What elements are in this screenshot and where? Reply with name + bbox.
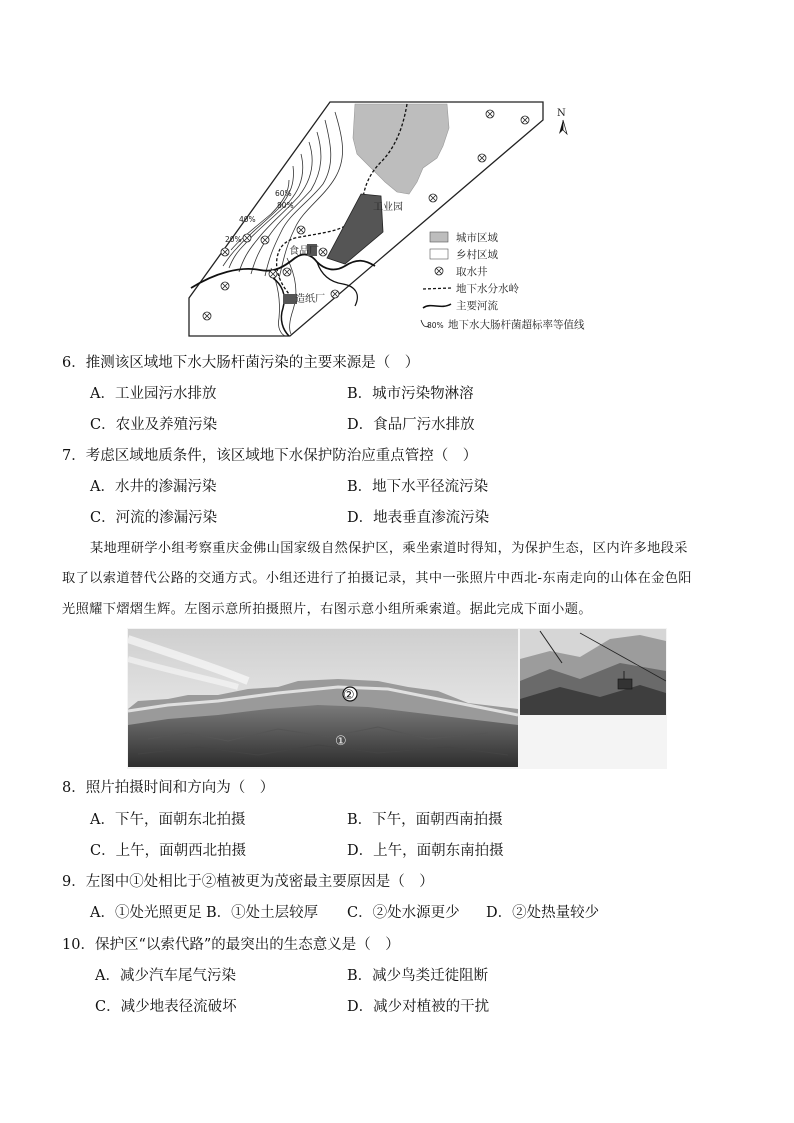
q9-option-a[interactable]: A．①处光照更足 xyxy=(90,905,202,921)
legend-well-icon xyxy=(435,267,443,275)
q8-option-b[interactable]: B．下午，面朝西南拍摄 xyxy=(347,812,503,828)
q8-option-d[interactable]: D．上午，面朝东南拍摄 xyxy=(347,843,504,859)
question-8-stem: 8．照片拍摄时间和方向为（ ） xyxy=(62,780,275,796)
legend-rural: 乡村区域 xyxy=(456,249,498,261)
legend-river: 主要河流 xyxy=(456,300,498,312)
label-paper-mill: 造纸厂 xyxy=(295,294,325,305)
label-iso-20: 20% xyxy=(225,235,242,244)
q7-option-c[interactable]: C．河流的渗漏污染 xyxy=(90,510,218,526)
label-iso-40: 40% xyxy=(239,215,256,224)
q6-option-c[interactable]: C．农业及养殖污染 xyxy=(90,417,218,433)
label-industrial-park: 工业园 xyxy=(373,202,403,213)
q8-option-a[interactable]: A．下午，面朝东北拍摄 xyxy=(90,812,246,828)
q10-option-d[interactable]: D．减少对植被的干扰 xyxy=(347,999,490,1015)
q7-option-a[interactable]: A．水井的渗漏污染 xyxy=(90,479,217,495)
label-iso-60: 60% xyxy=(275,189,292,198)
q7-option-d[interactable]: D．地表垂直渗流污染 xyxy=(347,510,490,526)
q6-option-d[interactable]: D．食品厂污水排放 xyxy=(347,417,475,433)
map-legend xyxy=(421,231,585,331)
photo-marker-1: ① xyxy=(335,734,347,749)
q9-option-c[interactable]: C．②处水源更少 xyxy=(347,905,460,921)
cable-car-photo xyxy=(520,629,666,715)
legend-well: 取水井 xyxy=(456,266,488,278)
question-10-stem: 10．保护区“以索代路”的最突出的生态意义是（ ） xyxy=(62,937,400,953)
legend-swatch-city xyxy=(430,232,448,242)
question-7-stem: 7．考虑区域地质条件，该区域地下水保护防治应重点管控（ ） xyxy=(62,448,478,464)
q7-option-b[interactable]: B．地下水平径流污染 xyxy=(347,479,489,495)
q8-option-c[interactable]: C．上午，面朝西北拍摄 xyxy=(90,843,247,859)
q6-option-b[interactable]: B．城市污染物淋溶 xyxy=(347,386,474,402)
label-iso-80: 80% xyxy=(277,201,294,210)
q9-option-d[interactable]: D．②处热量较少 xyxy=(486,905,600,921)
north-label: N xyxy=(557,108,566,119)
question-6-stem: 6．推测该区域地下水大肠杆菌污染的主要来源是（ ） xyxy=(62,355,420,371)
passage-line-1: 某地理研学小组考察重庆金佛山国家级自然保护区，乘坐索道时得知，为保护生态，区内许多地段采 xyxy=(90,541,688,556)
photo-marker-2: ② xyxy=(343,688,355,703)
legend-isoline: 地下水大肠杆菌超标率等值线 xyxy=(448,319,585,331)
legend-isoline-prefix: 80% xyxy=(427,321,444,330)
q6-option-a[interactable]: A．工业园污水排放 xyxy=(90,386,217,402)
legend-divide: 地下水分水岭 xyxy=(456,283,519,295)
passage-line-2: 取了以索道替代公路的交通方式。小组还进行了拍摄记录，其中一张照片中西北-东南走向的山体在金色阳 xyxy=(62,571,692,586)
q9-option-b[interactable]: B．①处土层较厚 xyxy=(206,905,319,921)
legend-river-line xyxy=(423,304,451,308)
photo-frame xyxy=(127,628,667,769)
label-food-factory: 食品厂 xyxy=(289,246,319,257)
q10-option-a[interactable]: A．减少汽车尾气污染 xyxy=(95,968,236,984)
legend-swatch-rural xyxy=(430,249,448,259)
q10-option-b[interactable]: B．减少鸟类迁徙阻断 xyxy=(347,968,489,984)
legend-divide-line xyxy=(423,288,451,289)
north-arrow-icon xyxy=(559,120,567,134)
passage-line-3: 光照耀下熠熠生辉。左图示意所拍摄照片，右图示意小组所乘索道。据此完成下面小题。 xyxy=(62,602,592,617)
q10-option-c[interactable]: C．减少地表径流破坏 xyxy=(95,999,237,1015)
question-9-stem: 9．左图中①处相比于②植被更为茂密最主要原因是（ ） xyxy=(62,874,434,890)
legend-city: 城市区域 xyxy=(456,232,498,244)
groundwater-map xyxy=(185,98,625,338)
mountain-photo xyxy=(128,629,518,767)
